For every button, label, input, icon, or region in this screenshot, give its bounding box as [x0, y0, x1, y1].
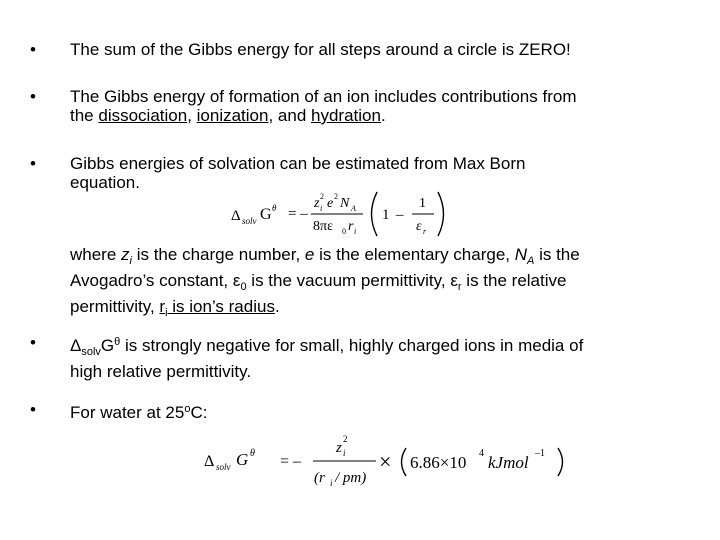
- born-equation: [225, 186, 455, 242]
- eq-num-2: 2: [320, 192, 324, 201]
- weq-den: (r: [314, 470, 325, 486]
- text-fragment: .: [380, 106, 386, 125]
- symbol-sub: i: [165, 307, 168, 319]
- water-equation: [198, 428, 578, 496]
- symbol-z: z: [121, 245, 130, 264]
- bullet-mark: •: [30, 154, 36, 173]
- text-fragment: Δ: [70, 336, 82, 355]
- eq-den-i: i: [354, 227, 357, 236]
- eq-num-e2: 2: [334, 192, 338, 201]
- weq-num-i: i: [343, 448, 346, 458]
- symbol-sub: A: [527, 255, 535, 267]
- eq-right-paren: [438, 192, 444, 236]
- symbol-sub: r: [457, 281, 462, 293]
- symbol-sup: o: [184, 403, 191, 415]
- weq-delta: Δ: [204, 453, 215, 470]
- weq-times: ×: [379, 449, 392, 474]
- eq-one: 1: [382, 207, 390, 223]
- eq-G: G: [260, 206, 272, 223]
- eq-sub: solv: [242, 216, 257, 226]
- bullet-text-sum: The sum of the Gibbs energy for all steps around a circle is ZERO!: [70, 40, 571, 59]
- symbol-sub: 0: [240, 281, 247, 293]
- text-fragment: is strongly negative for small, highly charged ions in media of: [120, 336, 584, 355]
- weq-equals: = –: [280, 453, 302, 470]
- text-fragment: , and: [268, 106, 312, 125]
- symbol-N: N: [514, 245, 527, 264]
- text-fragment: Avogadro’s constant, ε: [70, 271, 241, 290]
- eq-minus: –: [396, 207, 404, 223]
- text-fragment: where: [70, 245, 122, 264]
- eq-num-z: z: [314, 196, 320, 211]
- weq-value: 6.86×10: [410, 453, 467, 472]
- text-fragment: is the elementary charge,: [314, 245, 515, 264]
- text-fragment: is the charge number,: [131, 245, 305, 264]
- weq-num-2: 2: [343, 434, 348, 444]
- eq-theta: θ: [272, 203, 277, 213]
- formation-line-2: [70, 106, 690, 125]
- eq-num-A: A: [351, 204, 356, 213]
- eq-f-den-sub: r: [423, 227, 427, 236]
- symbol-sub: i: [129, 255, 132, 267]
- solvation-line-2: equation.: [70, 173, 140, 192]
- weq-num-z: z: [336, 440, 342, 456]
- bullet-text-negative: [70, 333, 690, 381]
- text-fragment: is the relative: [461, 271, 567, 290]
- negative-line-1: [70, 333, 690, 362]
- symbol-sup: θ: [114, 336, 121, 348]
- eq-left-paren: [372, 192, 378, 236]
- eq-equals: = –: [288, 206, 308, 222]
- where-paragraph: [70, 245, 700, 323]
- formation-line-1: The Gibbs energy of formation of an ion includes contributions from: [70, 87, 577, 106]
- eq-f-num: 1: [419, 196, 426, 211]
- text-fragment: the: [70, 106, 99, 125]
- bullet-text-water: [70, 400, 690, 422]
- where-line-1: [70, 245, 700, 271]
- eq-num-i: i: [320, 204, 323, 213]
- text-fragment: ,: [187, 106, 197, 125]
- weq-unit: kJmol: [488, 453, 529, 472]
- text-fragment: is the vacuum permittivity, ε: [246, 271, 458, 290]
- text-fragment: C:: [190, 403, 208, 422]
- eq-num-N: N: [340, 196, 350, 211]
- symbol-e: e: [304, 245, 315, 264]
- weq-left-paren: [402, 448, 407, 476]
- text-fragment: is ion’s radius: [167, 297, 275, 316]
- weq-theta: θ: [250, 448, 255, 459]
- where-line-2: [70, 271, 700, 297]
- eq-num-e: e: [327, 196, 334, 211]
- term-ionization: ionization: [196, 106, 269, 125]
- bullet-mark: •: [30, 87, 36, 106]
- eq-den-r: r: [348, 219, 354, 234]
- negative-line-2: high relative permittivity.: [70, 362, 252, 381]
- weq-unit-exp: –1: [535, 448, 545, 459]
- solvation-line-1: Gibbs energies of solvation can be estimated from Max Born: [70, 154, 526, 173]
- text-fragment: .: [274, 297, 280, 316]
- weq-right-paren: [558, 448, 563, 476]
- symbol-sub: solv: [81, 346, 101, 358]
- bullet-mark: •: [30, 400, 36, 419]
- term-hydration: hydration: [311, 106, 381, 125]
- symbol-r: r: [159, 297, 166, 316]
- eq-den-8pie: 8πε: [313, 219, 333, 234]
- eq-den-0: 0: [342, 227, 346, 236]
- text-fragment: permittivity,: [70, 297, 160, 316]
- term-dissociation: dissociation: [98, 106, 188, 125]
- bullet-text-formation: [70, 87, 690, 125]
- weq-exp: 4: [479, 448, 484, 459]
- weq-den-rest: / pm): [335, 470, 367, 486]
- where-line-3: [70, 297, 700, 323]
- eq-f-den: ε: [416, 219, 422, 234]
- weq-den-i: i: [330, 478, 333, 488]
- text-fragment: For water at 25: [70, 403, 185, 422]
- weq-G: G: [236, 450, 249, 469]
- text-fragment: G: [100, 336, 115, 355]
- bullet-mark: •: [30, 40, 36, 59]
- bullet-mark: •: [30, 333, 36, 352]
- weq-sub: solv: [216, 462, 231, 472]
- eq-delta: Δ: [231, 208, 241, 224]
- text-fragment: is the: [534, 245, 580, 264]
